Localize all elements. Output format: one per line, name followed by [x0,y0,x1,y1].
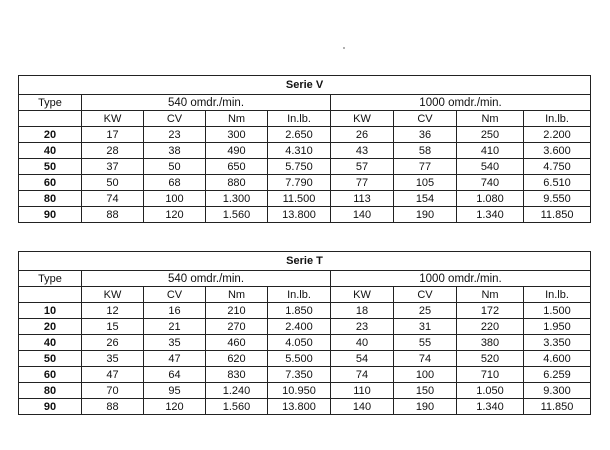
value-cell: 100 [394,367,457,383]
type-cell: 50 [19,159,82,175]
value-cell: 460 [206,335,268,351]
type-cell: 60 [19,367,82,383]
table-title: Serie V [19,76,591,95]
value-cell: 113 [331,191,394,207]
unit-header: Nm [457,287,524,303]
serie-t-table [18,251,591,415]
unit-header: Nm [206,287,268,303]
value-cell: 2.650 [268,127,331,143]
type-header: Type [19,95,82,111]
value-cell: 100 [144,191,206,207]
type-cell: 60 [19,175,82,191]
type-cell: 50 [19,351,82,367]
value-cell: 4.600 [524,351,591,367]
value-cell: 11.850 [524,207,591,223]
value-cell: 47 [82,367,144,383]
value-cell: 1.340 [457,399,524,415]
value-cell: 36 [394,127,457,143]
speed-540-header: 540 omdr./min. [82,271,331,287]
table-row [19,159,591,175]
value-cell: 88 [82,399,144,415]
value-cell: 740 [457,175,524,191]
type-cell: 20 [19,127,82,143]
value-cell: 40 [331,335,394,351]
value-cell: 410 [457,143,524,159]
value-cell: 55 [394,335,457,351]
value-cell: 140 [331,399,394,415]
value-cell: 120 [144,207,206,223]
empty-header-cell [19,287,82,303]
value-cell: 77 [394,159,457,175]
unit-header: CV [394,111,457,127]
value-cell: 2.200 [524,127,591,143]
table-row [19,319,591,335]
value-cell: 21 [144,319,206,335]
value-cell: 31 [394,319,457,335]
value-cell: 17 [82,127,144,143]
value-cell: 26 [331,127,394,143]
empty-header-cell [19,111,82,127]
value-cell: 6.259 [524,367,591,383]
value-cell: 7.350 [268,367,331,383]
value-cell: 16 [144,303,206,319]
value-cell: 250 [457,127,524,143]
value-cell: 11.500 [268,191,331,207]
scan-speck [343,47,345,49]
table-row [19,303,591,319]
table-row [19,127,591,143]
value-cell: 2.400 [268,319,331,335]
value-cell: 1.050 [457,383,524,399]
table-row [19,399,591,415]
value-cell: 1.300 [206,191,268,207]
value-cell: 1.950 [524,319,591,335]
value-cell: 23 [331,319,394,335]
unit-header: CV [144,287,206,303]
value-cell: 620 [206,351,268,367]
value-cell: 1.850 [268,303,331,319]
value-cell: 5.750 [268,159,331,175]
type-cell: 40 [19,335,82,351]
table-row [19,207,591,223]
unit-header: In.lb. [268,287,331,303]
unit-header: Nm [206,111,268,127]
value-cell: 68 [144,175,206,191]
value-cell: 3.350 [524,335,591,351]
unit-header: KW [331,287,394,303]
type-cell: 10 [19,303,82,319]
value-cell: 300 [206,127,268,143]
value-cell: 1.340 [457,207,524,223]
value-cell: 50 [144,159,206,175]
value-cell: 64 [144,367,206,383]
type-cell: 20 [19,319,82,335]
value-cell: 270 [206,319,268,335]
value-cell: 70 [82,383,144,399]
value-cell: 18 [331,303,394,319]
table-row [19,335,591,351]
value-cell: 1.560 [206,399,268,415]
value-cell: 1.080 [457,191,524,207]
value-cell: 9.300 [524,383,591,399]
value-cell: 23 [144,127,206,143]
value-cell: 154 [394,191,457,207]
value-cell: 11.850 [524,399,591,415]
title-row [19,76,591,95]
value-cell: 57 [331,159,394,175]
table-row [19,175,591,191]
group-header-row [19,271,591,287]
title-row [19,252,591,271]
value-cell: 54 [331,351,394,367]
value-cell: 120 [144,399,206,415]
value-cell: 95 [144,383,206,399]
value-cell: 35 [144,335,206,351]
table-row [19,191,591,207]
value-cell: 47 [144,351,206,367]
value-cell: 4.310 [268,143,331,159]
value-cell: 140 [331,207,394,223]
unit-header: In.lb. [268,111,331,127]
unit-header: KW [82,111,144,127]
type-cell: 40 [19,143,82,159]
value-cell: 710 [457,367,524,383]
type-header: Type [19,271,82,287]
table-row [19,351,591,367]
unit-header-row [19,287,591,303]
type-cell: 90 [19,207,82,223]
value-cell: 220 [457,319,524,335]
unit-header: In.lb. [524,111,591,127]
type-cell: 90 [19,399,82,415]
value-cell: 380 [457,335,524,351]
value-cell: 110 [331,383,394,399]
value-cell: 74 [394,351,457,367]
value-cell: 50 [82,175,144,191]
value-cell: 37 [82,159,144,175]
value-cell: 210 [206,303,268,319]
value-cell: 13.800 [268,207,331,223]
value-cell: 74 [82,191,144,207]
type-cell: 80 [19,191,82,207]
value-cell: 10.950 [268,383,331,399]
speed-540-header: 540 omdr./min. [82,95,331,111]
value-cell: 4.750 [524,159,591,175]
value-cell: 150 [394,383,457,399]
speed-1000-header: 1000 omdr./min. [331,271,591,287]
table-title: Serie T [19,252,591,271]
table-row [19,383,591,399]
value-cell: 25 [394,303,457,319]
value-cell: 26 [82,335,144,351]
serie-v-table [18,75,591,223]
value-cell: 830 [206,367,268,383]
unit-header: In.lb. [524,287,591,303]
value-cell: 13.800 [268,399,331,415]
value-cell: 28 [82,143,144,159]
value-cell: 38 [144,143,206,159]
value-cell: 9.550 [524,191,591,207]
value-cell: 650 [206,159,268,175]
value-cell: 5.500 [268,351,331,367]
value-cell: 3.600 [524,143,591,159]
value-cell: 35 [82,351,144,367]
value-cell: 1.240 [206,383,268,399]
value-cell: 490 [206,143,268,159]
value-cell: 172 [457,303,524,319]
value-cell: 88 [82,207,144,223]
value-cell: 7.790 [268,175,331,191]
table-row [19,143,591,159]
unit-header: CV [394,287,457,303]
value-cell: 540 [457,159,524,175]
value-cell: 58 [394,143,457,159]
value-cell: 190 [394,399,457,415]
group-header-row [19,95,591,111]
value-cell: 1.560 [206,207,268,223]
value-cell: 12 [82,303,144,319]
value-cell: 190 [394,207,457,223]
value-cell: 1.500 [524,303,591,319]
value-cell: 520 [457,351,524,367]
value-cell: 74 [331,367,394,383]
unit-header: CV [144,111,206,127]
value-cell: 6.510 [524,175,591,191]
unit-header-row [19,111,591,127]
value-cell: 4.050 [268,335,331,351]
unit-header: Nm [457,111,524,127]
unit-header: KW [82,287,144,303]
value-cell: 105 [394,175,457,191]
type-cell: 80 [19,383,82,399]
value-cell: 77 [331,175,394,191]
value-cell: 880 [206,175,268,191]
speed-1000-header: 1000 omdr./min. [331,95,591,111]
table-row [19,367,591,383]
unit-header: KW [331,111,394,127]
value-cell: 15 [82,319,144,335]
value-cell: 43 [331,143,394,159]
